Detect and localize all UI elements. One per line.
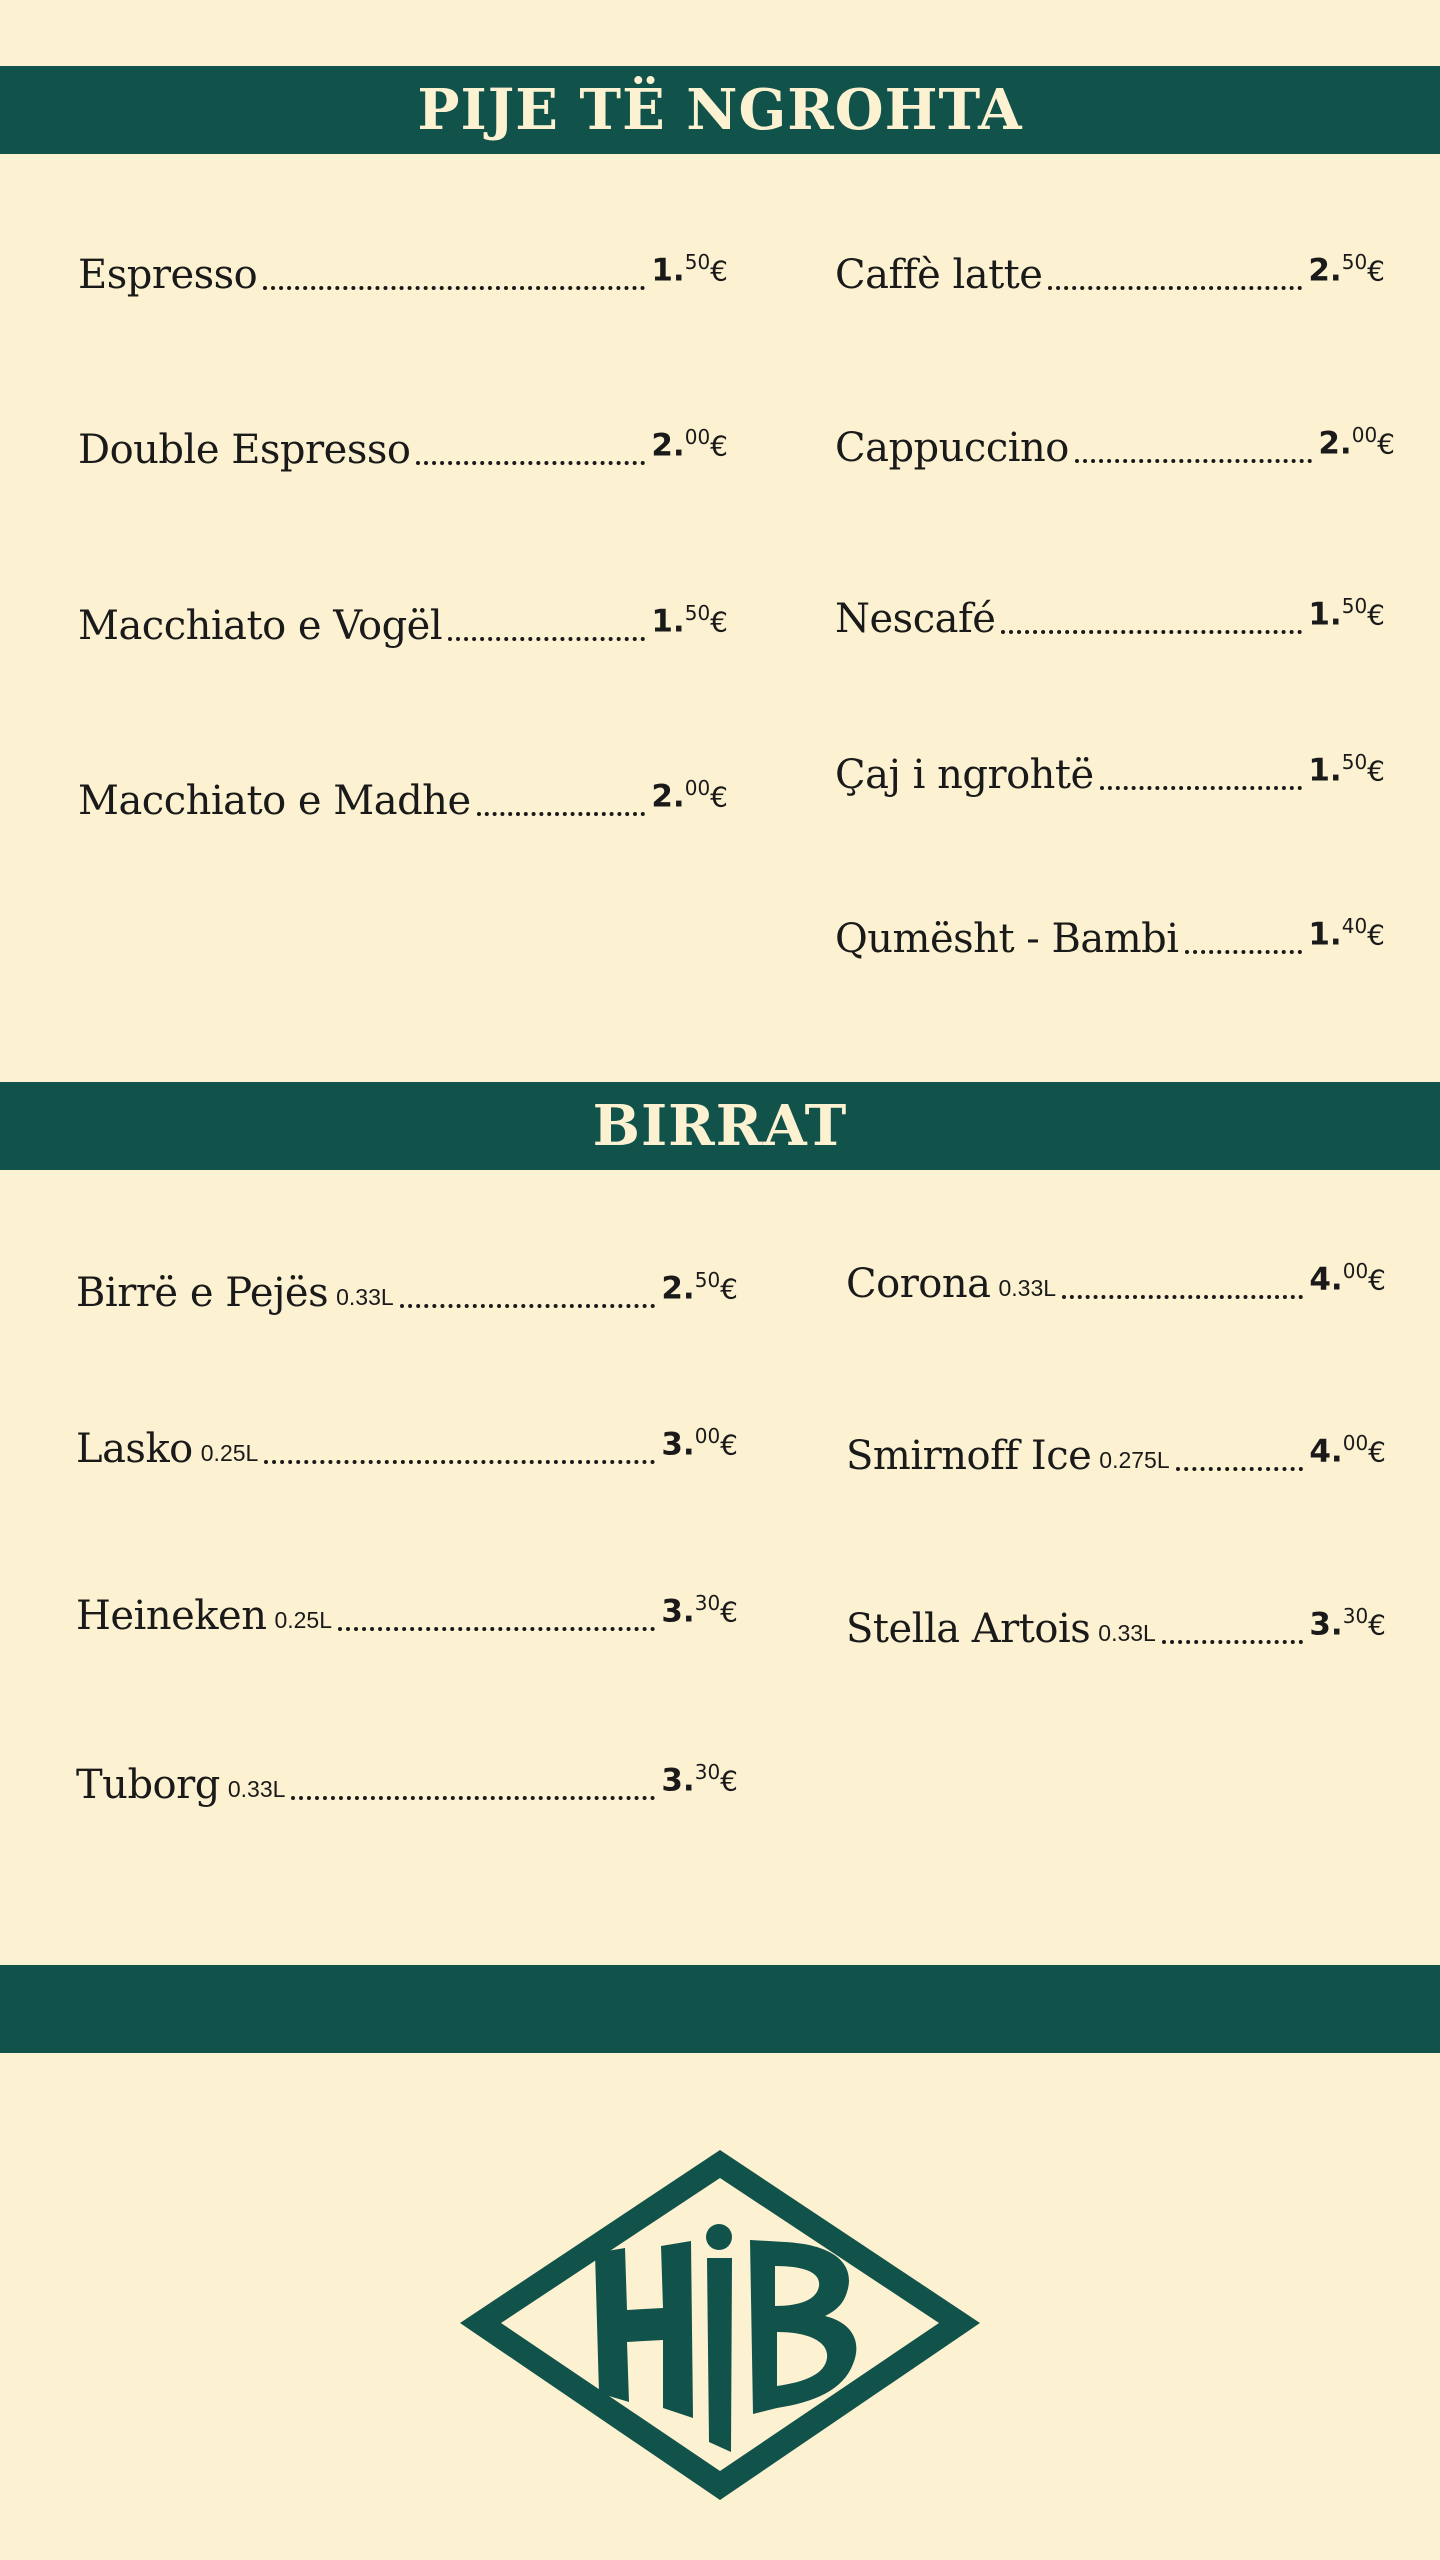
dot-leader bbox=[1100, 786, 1303, 790]
dot-leader bbox=[263, 286, 645, 290]
menu-item bbox=[76, 1759, 738, 1808]
dot-leader bbox=[1185, 950, 1303, 954]
dot-leader bbox=[1001, 630, 1302, 634]
menu-item bbox=[835, 422, 1395, 471]
item-name: Lasko bbox=[76, 1426, 193, 1472]
menu-item bbox=[78, 424, 728, 473]
item-name: Stella Artois bbox=[846, 1606, 1091, 1652]
footer-band bbox=[0, 1965, 1440, 2053]
beers-header bbox=[0, 1082, 1440, 1170]
item-price: 3.00€ bbox=[661, 1423, 738, 1462]
item-volume: 0.25L bbox=[200, 1440, 259, 1466]
item-name: Macchiato e Madhe bbox=[78, 778, 471, 824]
item-name: Macchiato e Vogël bbox=[78, 603, 443, 649]
menu-item bbox=[846, 1430, 1386, 1479]
menu-item bbox=[76, 1590, 738, 1639]
item-name: Tuborg bbox=[76, 1762, 220, 1808]
beers-title: BIRRAT bbox=[592, 1093, 848, 1159]
item-name: Çaj i ngrohtë bbox=[835, 752, 1094, 798]
item-price: 4.00€ bbox=[1309, 1430, 1386, 1469]
dot-leader bbox=[1176, 1467, 1304, 1471]
dot-leader bbox=[1162, 1640, 1304, 1644]
dot-leader bbox=[1048, 286, 1302, 290]
menu-item bbox=[78, 600, 728, 649]
item-price: 2.00€ bbox=[651, 424, 728, 463]
menu-item bbox=[78, 249, 728, 298]
menu-item bbox=[835, 749, 1385, 798]
dot-leader bbox=[477, 812, 646, 816]
hot-drinks-title: PIJE TË NGROHTA bbox=[417, 77, 1023, 143]
item-volume: 0.275L bbox=[1099, 1447, 1170, 1473]
item-price: 1.50€ bbox=[651, 600, 728, 639]
dot-leader bbox=[264, 1460, 655, 1464]
item-volume: 0.25L bbox=[274, 1607, 333, 1633]
item-price: 3.30€ bbox=[661, 1759, 738, 1798]
item-volume: 0.33L bbox=[336, 1284, 394, 1310]
item-price: 1.50€ bbox=[1308, 749, 1385, 788]
item-name: Birrë e Pejës bbox=[76, 1270, 329, 1316]
item-name: Smirnoff Ice bbox=[846, 1433, 1092, 1479]
item-price: 2.00€ bbox=[1318, 422, 1395, 461]
item-price: 1.50€ bbox=[651, 249, 728, 288]
item-price: 2.50€ bbox=[661, 1267, 738, 1306]
dot-leader bbox=[338, 1627, 655, 1631]
item-name: Espresso bbox=[78, 252, 258, 298]
menu-item bbox=[835, 913, 1385, 962]
item-name: Heineken bbox=[76, 1593, 267, 1639]
item-name: Double Espresso bbox=[78, 427, 411, 473]
menu-item bbox=[835, 249, 1385, 298]
item-name: Corona bbox=[846, 1261, 991, 1307]
item-price: 4.00€ bbox=[1309, 1258, 1386, 1297]
item-name: Caffè latte bbox=[835, 252, 1043, 298]
dot-leader bbox=[1062, 1295, 1303, 1299]
menu-item bbox=[846, 1258, 1386, 1307]
dot-leader bbox=[400, 1304, 656, 1308]
dot-leader bbox=[291, 1796, 655, 1800]
item-volume: 0.33L bbox=[1098, 1620, 1156, 1646]
menu-item bbox=[835, 593, 1385, 642]
menu-item bbox=[846, 1603, 1386, 1652]
item-price: 3.30€ bbox=[661, 1590, 738, 1629]
item-name: Nescafé bbox=[835, 596, 996, 642]
hib-logo bbox=[455, 2150, 985, 2505]
item-name: Qumësht - Bambi bbox=[835, 916, 1179, 962]
item-name: Cappuccino bbox=[835, 425, 1069, 471]
item-price: 2.00€ bbox=[651, 775, 728, 814]
item-volume: 0.33L bbox=[227, 1776, 286, 1802]
item-price: 3.30€ bbox=[1309, 1603, 1386, 1642]
menu-item bbox=[76, 1423, 738, 1472]
item-price: 1.50€ bbox=[1308, 593, 1385, 632]
hib-logo-icon bbox=[455, 2150, 985, 2505]
dot-leader bbox=[416, 461, 645, 465]
dot-leader bbox=[1075, 459, 1312, 463]
item-price: 1.40€ bbox=[1308, 913, 1385, 952]
menu-item bbox=[76, 1267, 738, 1316]
dot-leader bbox=[448, 637, 645, 641]
item-volume: 0.33L bbox=[998, 1275, 1057, 1301]
item-price: 2.50€ bbox=[1308, 249, 1385, 288]
menu-item bbox=[78, 775, 728, 824]
hot-drinks-header bbox=[0, 66, 1440, 154]
